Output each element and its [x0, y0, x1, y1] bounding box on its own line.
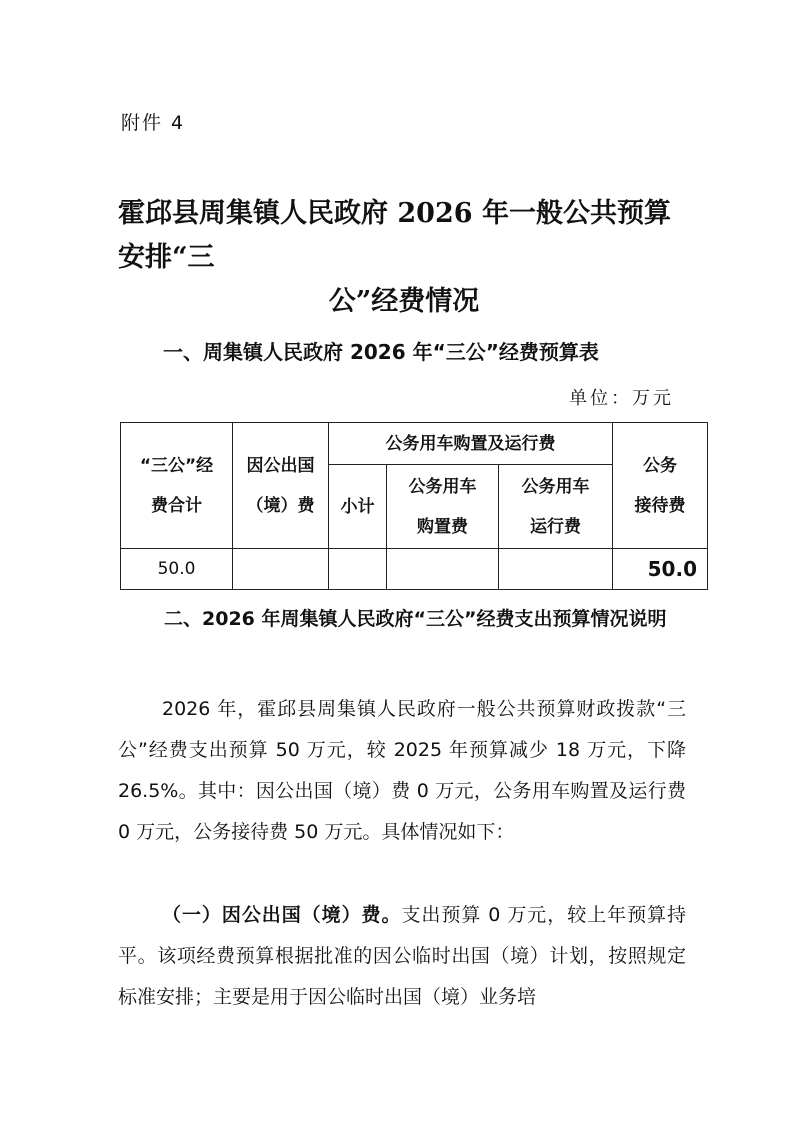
cell-abroad	[233, 549, 329, 590]
paragraph-2	[118, 895, 686, 1018]
cell-reception: 50.0	[613, 549, 708, 590]
section2-heading: 二、2026 年周集镇人民政府“三公”经费支出预算情况说明	[164, 608, 667, 630]
header-vehicle-operation: 公务用车 运行费	[499, 465, 613, 549]
header-vehicle-purchase: 公务用车 购置费	[387, 465, 499, 549]
document-title	[118, 192, 686, 324]
paragraph-2-body: 支出预算 0 万元，较上年预算持平。该项经费预算根据批准的因公临时出国（境）计划，按照规定标准安排；主要是用于因公临时出国（境）业务培	[118, 904, 686, 1008]
cell-subtotal	[329, 549, 387, 590]
header-subtotal: 小计	[329, 465, 387, 549]
paragraph-2-lead: （一）因公出国（境）费。	[162, 904, 402, 926]
attachment-label: 附件 4	[121, 112, 186, 134]
cell-purchase	[387, 549, 499, 590]
title-line-2: 公”经费情况	[328, 286, 480, 317]
table-row	[121, 549, 708, 590]
header-abroad: 因公出国 （境）费	[233, 423, 329, 549]
paragraph-1: 2026 年，霍邱县周集镇人民政府一般公共预算财政拨款“三公”经费支出预算 50 万元，较 2025 年预算减少 18 万元，下降 26.5%。其中：因公出国（境）费 0 万元，公务用车购置及运行费 0 万元，公务接待费 50 万元。具体情况如下：	[118, 698, 686, 843]
budget-table	[120, 422, 708, 590]
unit-label: 单位：万元	[569, 388, 674, 409]
header-reception: 公务 接待费	[613, 423, 708, 549]
header-total: “三公”经 费合计	[121, 423, 233, 549]
cell-total: 50.0	[121, 549, 233, 590]
header-vehicle-group: 公务用车购置及运行费	[329, 423, 613, 465]
title-line-1: 霍邱县周集镇人民政府 2026 年一般公共预算安排“三	[118, 198, 671, 273]
cell-operation	[499, 549, 613, 590]
section1-heading: 一、周集镇人民政府 2026 年“三公”经费预算表	[163, 340, 599, 364]
